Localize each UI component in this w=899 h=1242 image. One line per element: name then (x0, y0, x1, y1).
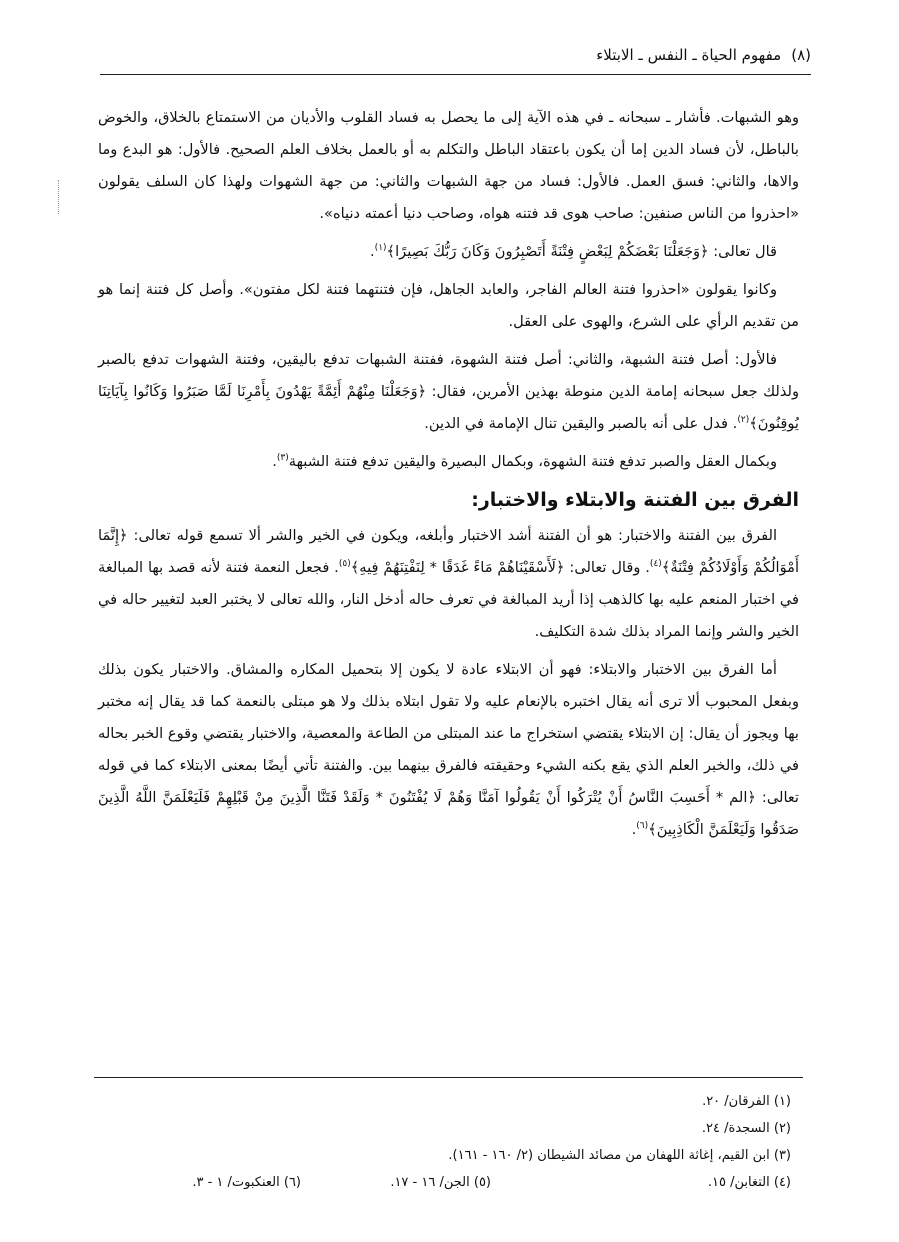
paragraph-3: وكانوا يقولون «احذروا فتنة العالم الفاجر، والعابد الجاهل، فإن فتنتهما فتنة لكل مفتون». وأصل كل فتنة إنما هو من تقديم الرأي على الشرع، والهوى على العقل. (98, 281, 799, 330)
paragraph-1: وهو الشبهات. فأشار ـ سبحانه ـ في هذه الآية إلى ما يحصل به فساد القلوب والأديان من الاستمتاع بالخلاق، والخوض بالباطل، لأن فساد الدين إما أن يكون باعتقاد الباطل والتكلم به أو بالعمل بخلاف العلم الصحيح. فالأول: هو البدع وما والاها، والثاني: فسق العمل. فالأول: فساد من جهة الشبهات والثاني: من جهة الشهوات ولهذا كان السلف يقولون «احذروا من الناس صنفين: صاحب هوى قد فتنه هواه، وصاحب دنيا أعمته دنياه». (98, 109, 799, 222)
margin-mark (58, 180, 59, 214)
footnote-6: (٦) العنكبوت/ ١ - ٣. (192, 1175, 301, 1190)
footnotes (110, 1088, 791, 1196)
footnote-ref-2: (٢) (737, 415, 750, 426)
section-heading: الفرق بين الفتنة والابتلاء والاختبار: (471, 489, 799, 511)
body-text (98, 102, 799, 852)
footnote-rule (94, 1077, 803, 1078)
footnote-ref-1: (١) (374, 243, 387, 254)
footnote-5: (٥) الجن/ ١٦ - ١٧. (390, 1175, 491, 1190)
paragraph-7 (98, 654, 799, 846)
footnote-2: (٢) السجدة/ ٢٤. (701, 1121, 791, 1136)
paragraph-6-text: الفرق بين الفتنة والاختبار: هو أن الفتنة أشد الاختبار وأبلغه، ويكون في الخير والشر ألا تسمع قوله تعالى: ﴿إِنَّمَا أَمْوَالُكُمْ وَأَوْلَادُكُمْ فِتْنَةٌ﴾ (98, 527, 799, 576)
running-header (100, 40, 811, 70)
paragraph-2-end: . (370, 243, 375, 260)
footnote-ref-5: (٥) (338, 559, 351, 570)
paragraph-7-text: أما الفرق بين الاختبار والابتلاء: فهو أن الابتلاء عادة لا يكون إلا بتحميل المكاره والمشاق. والاختبار يكون بذلك وبفعل المحبوب ألا ترى أنه يقال اختبره بالإنعام عليه ولا تقول ابتلاه بذلك ولا هو مبتلى بالنعمة كما قد يقال إنه مختبر بها ويجوز أن يقال: إن الابتلاء يقتضي استخراج ما عند المبتلى من الطاعة والمعصية، والاختبار يقتضي وقوع الخبر بحاله في ذلك، والخبر العلم الذي يقع بكنه الشيء وحقيقته فالفرق بينهما بين. والفتنة تأتي أيضًا بمعنى الابتلاء كما في قوله تعالى: ﴿الم * أَحَسِبَ النَّاسُ أَنْ يُتْرَكُوا أَنْ يَقُولُوا آمَنَّا وَهُمْ لَا يُفْتَنُونَ * وَلَقَدْ فَتَنَّا الَّذِينَ مِنْ قَبْلِهِمْ فَلَيَعْلَمَنَّ اللَّهُ الَّذِينَ صَدَقُوا وَلَيَعْلَمَنَّ الْكَاذِبِينَ﴾ (98, 661, 799, 838)
running-title: مفهوم الحياة ـ النفس ـ الابتلاء (596, 46, 782, 64)
footnote-ref-6: (٦) (636, 821, 649, 832)
footnote-ref-4: (٤) (649, 559, 662, 570)
paragraph-5-end: . (272, 453, 277, 470)
header-rule (100, 74, 811, 75)
footnote-1: (١) الفرقان/ ٢٠. (702, 1094, 791, 1109)
footnote-3: (٣) ابن القيم، إغاثة اللهفان من مصائد الشيطان (٢/ ١٦٠ - ١٦١). (448, 1148, 791, 1163)
footnote-ref-3: (٣) (276, 453, 289, 464)
page-number: (٨) (791, 46, 811, 64)
paragraph-4-text: فالأول: أصل فتنة الشبهة، والثاني: أصل فتنة الشهوة، ففتنة الشبهات تدفع باليقين، وفتنة الشهوات تدفع بالصبر ولذلك جعل سبحانه إمامة الدين منوطة بهذين الأمرين، فقال: ﴿وَجَعَلْنَا مِنْهُمْ أَئِمَّةً يَهْدُونَ بِأَمْرِنَا لَمَّا صَبَرُوا وَكَانُوا بِآيَاتِنَا يُوقِنُونَ﴾ (98, 351, 799, 432)
footnote-4: (٤) التغابن/ ١٥. (707, 1175, 791, 1190)
quran-verse: قال تعالى: ﴿وَجَعَلْنَا بَعْضَكُمْ لِبَعْضٍ فِتْنَةً أَتَصْبِرُونَ وَكَانَ رَبُّكَ بَصِيرًا﴾ (386, 243, 777, 260)
paragraph-6-end: . فجعل النعمة فتنة لأنه قصد بها المبالغة في اختبار المنعم عليه بها كالذهب إذا أريد المبالغة في تعرف حاله أدخل النار، والله تعالى لا يختبر العبد لتغيير حاله في الخير والشر وإنما المراد بذلك شدة التكليف. (98, 559, 799, 640)
paragraph-2 (98, 236, 799, 268)
paragraph-5 (98, 446, 799, 478)
paragraph-5-text: وبكمال العقل والصبر تدفع فتنة الشهوة، وبكمال البصيرة واليقين تدفع فتنة الشبهة (288, 453, 777, 470)
paragraph-4 (98, 344, 799, 440)
paragraph-4-end: . فدل على أنه بالصبر واليقين تنال الإمامة في الدين. (424, 415, 738, 432)
paragraph-7-end: . (631, 821, 637, 838)
paragraph-6-mid: . وقال تعالى: ﴿لَأَسْقَيْنَاهُمْ مَاءً غَدَقًا * لِنَفْتِنَهُمْ فِيهِ﴾ (350, 559, 650, 576)
footnote-row (110, 1169, 791, 1196)
paragraph-6 (98, 520, 799, 648)
